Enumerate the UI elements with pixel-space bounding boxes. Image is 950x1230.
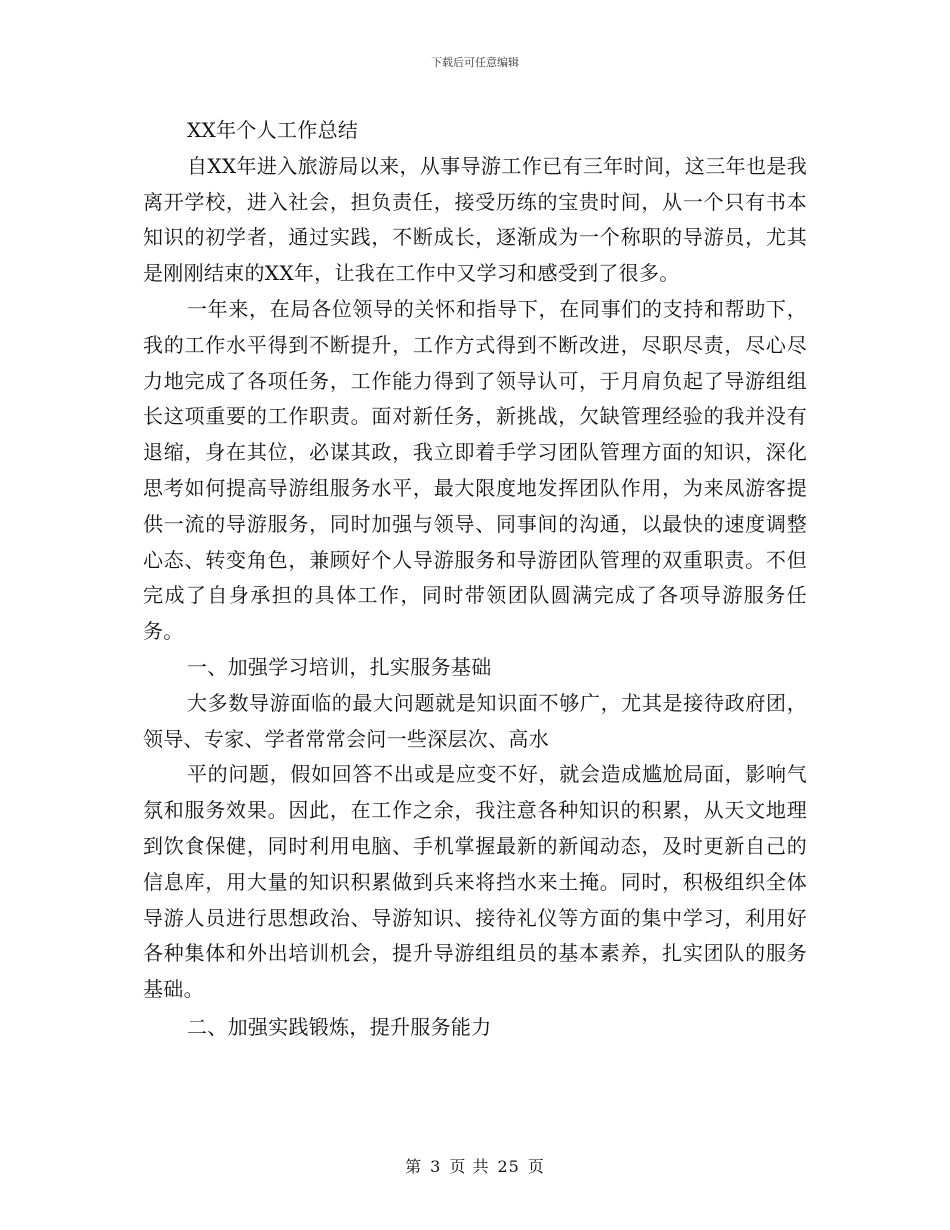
- footer-page-number: 3: [430, 1157, 442, 1176]
- footer-prefix: 第: [405, 1157, 423, 1176]
- footer-middle: 页 共: [449, 1157, 490, 1176]
- page-header-note: 下载后可任意编辑: [431, 56, 519, 69]
- document-body: [143, 113, 807, 1046]
- page-footer: [0, 1154, 950, 1177]
- paragraph-intro: 自XX年进入旅游局以来，从事导游工作已有三年时间，这三年也是我离开学校，进入社会，担负责任，接受历练的宝贵时间，从一个只有书本知识的初学者，通过实践，不断成长，逐渐成为一个称职的导游员，尤其是刚刚结束的XX年，让我在工作中又学习和感受到了很多。: [143, 153, 807, 286]
- footer-suffix: 页: [527, 1157, 545, 1176]
- section1-paragraph: 平的问题，假如回答不出或是应变不好，就会造成尴尬局面，影响气氛和服务效果。因此，在工作之余，我注意各种知识的积累，从天文地理到饮食保健，同时利用电脑、手机掌握最新的新闻动态，及时更新自己的信息库，用大量的知识积累做到兵来将挡水来土掩。同时，积极组织全体导游人员进行思想政治、导游知识、接待礼仪等方面的集中学习，利用好各种集体和外出培训机会，提升导游组组员的基本素养，扎实团队的服务基础。: [143, 762, 807, 1002]
- footer-total-pages: 25: [497, 1157, 520, 1176]
- section-heading-2: 二、加强实践锻炼，提升服务能力: [187, 1014, 492, 1039]
- section1-paragraph: 大多数导游面临的最大问题就是知识面不够广，尤其是接待政府团，领导、专家、学者常常会问一些深层次、高水: [143, 690, 807, 751]
- section-heading-1: 一、加强学习培训，扎实服务基础: [187, 654, 492, 679]
- paragraph-year-review: 一年来，在局各位领导的关怀和指导下，在同事们的支持和帮助下，我的工作水平得到不断提升，工作方式得到不断改进，尽职尽责，尽心尽力地完成了各项任务，工作能力得到了领导认可，于月肩负起了导游组组长这项重要的工作职责。面对新任务，新挑战，欠缺管理经验的我并没有退缩，身在其位，必谋其政，我立即着手学习团队管理方面的知识，深化思考如何提高导游组服务水平，最大限度地发挥团队作用，为来凤游客提供一流的导游服务，同时加强与领导、同事间的沟通，以最快的速度调整心态、转变角色，兼顾好个人导游服务和导游团队管理的双重职责。不但完成了自身承担的具体工作，同时带领团队圆满完成了各项导游服务任务。: [143, 296, 807, 644]
- document-title: XX年个人工作总结: [187, 118, 359, 142]
